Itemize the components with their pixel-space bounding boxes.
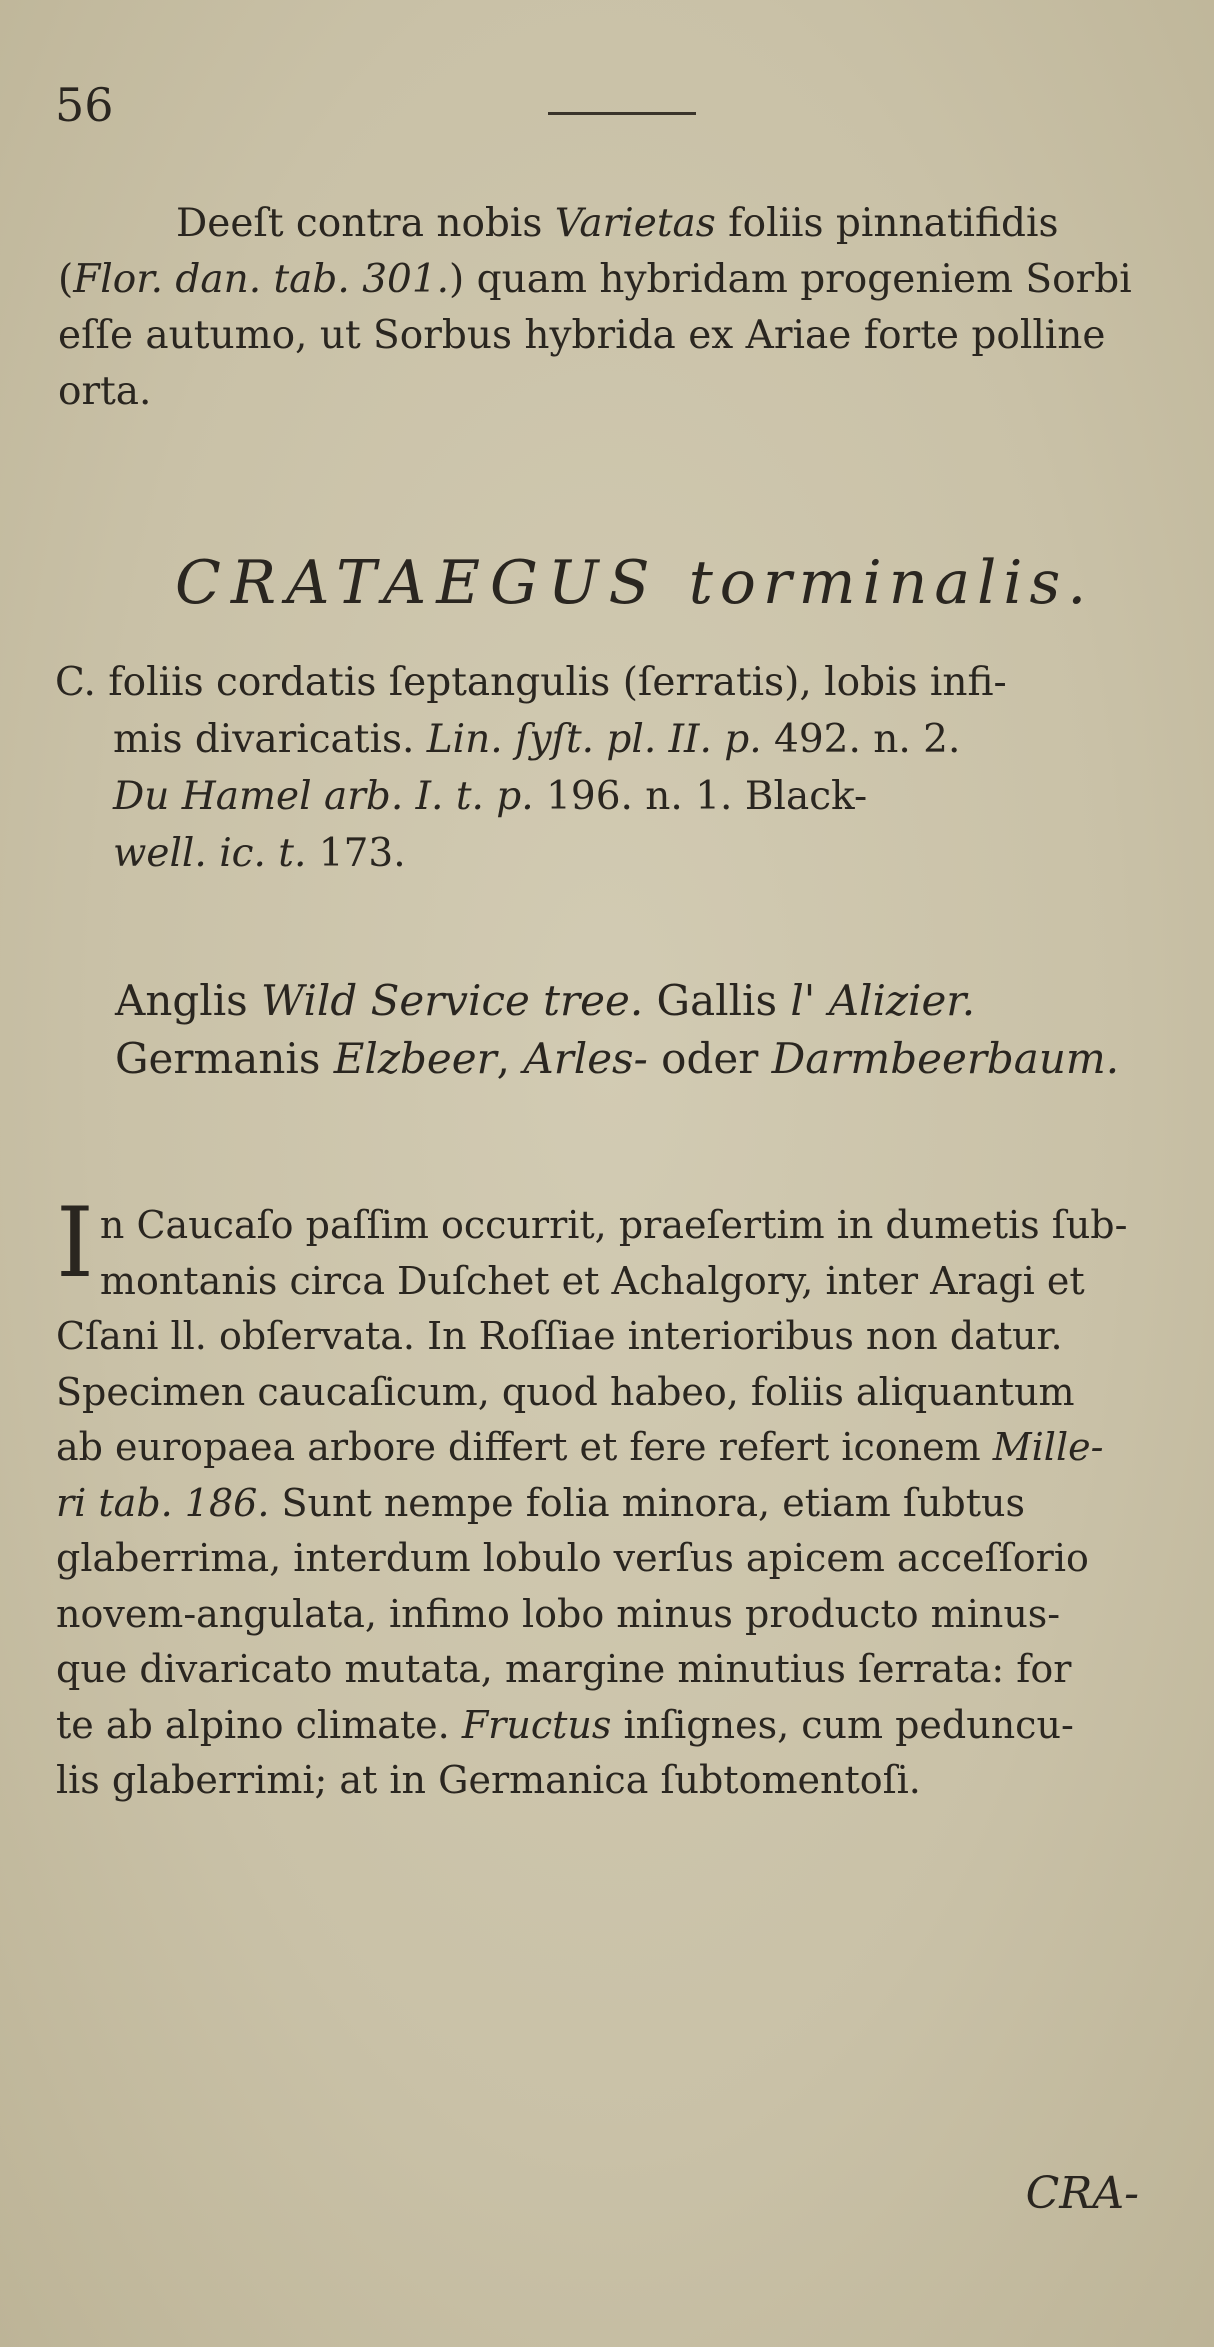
english-name: Wild Service tree. xyxy=(261,976,644,1025)
text-run-italic: well. ic. t. xyxy=(113,831,307,876)
text-run: Gallis xyxy=(643,976,791,1025)
text-run: 196. n. 1. Black- xyxy=(533,774,868,819)
page-number: 56 xyxy=(55,78,114,132)
text-run-italic: Mille- xyxy=(992,1425,1104,1469)
text-run: oder xyxy=(647,1034,772,1083)
text-run-italic: ri tab. 186. xyxy=(56,1480,270,1525)
catchword: CRA- xyxy=(1025,2168,1139,2219)
text-run-italic: Varietas xyxy=(554,201,716,246)
text-run: montanis circa Duſchet et Achalgory, inter Aragi et xyxy=(99,1258,1085,1303)
header-rule xyxy=(548,112,696,115)
german-name: Darmbeerbaum. xyxy=(771,1034,1120,1083)
text-run: mis divaricatis. xyxy=(113,717,427,762)
text-run: 492. n. 2. xyxy=(761,717,961,762)
text-run: ( xyxy=(58,257,74,302)
intro-paragraph xyxy=(58,196,1178,252)
text-run: que divaricato mutata, margine minutius ſerrata: for xyxy=(56,1647,1072,1691)
text-run: orta. xyxy=(58,369,152,414)
text-run: lis glaberrimi; at in Germanica ſubtomentoſi. xyxy=(56,1758,921,1802)
german-name: Elzbeer xyxy=(333,1034,497,1083)
german-name: Arles- xyxy=(523,1034,648,1083)
text-run: Deeſt contra nobis xyxy=(176,201,555,246)
text-run: foliis pinnatifidis xyxy=(715,201,1059,246)
text-run: inſignes, cum peduncu- xyxy=(611,1702,1074,1747)
text-run: Germanis xyxy=(115,1034,334,1083)
french-name: l' Alizier. xyxy=(790,976,976,1025)
species-name: torminalis. xyxy=(688,548,1094,618)
intro-paragraph-cont xyxy=(58,252,1178,420)
vernacular-names xyxy=(115,972,1119,1088)
text-run-italic: Flor. dan. tab. 301. xyxy=(73,257,450,302)
text-run: n Caucaſo paſſim occurrit, praeſertim in dumetis ſub- xyxy=(99,1203,1128,1247)
text-run: 173. xyxy=(306,831,406,876)
text-run: , xyxy=(496,1034,524,1083)
text-run: Anglis xyxy=(115,976,262,1025)
species-title xyxy=(175,548,1093,618)
text-run: ) quam hybridam progeniem Sorbi xyxy=(449,257,1132,302)
text-run-italic: Du Hamel arb. I. t. p. xyxy=(113,774,534,819)
text-run: eſſe autumo, ut Sorbus hybrida ex Ariae forte polline xyxy=(58,313,1106,358)
text-run: Sunt nempe folia minora, etiam ſubtus xyxy=(269,1480,1026,1525)
drop-cap: I xyxy=(56,1187,94,1299)
text-run: te ab alpino climate. xyxy=(56,1702,462,1747)
diagnosis xyxy=(55,654,1175,882)
body-paragraph xyxy=(56,1187,1176,1809)
text-run: glaberrima, interdum lobulo verſus apicem acceſſorio xyxy=(56,1536,1089,1580)
text-run: ab europaea arbore differt et fere refert iconem xyxy=(56,1425,993,1469)
text-run: C. foliis cordatis ſeptangulis (ſerratis), lobis infi- xyxy=(55,660,1007,705)
genus-name: CRATAEGUS xyxy=(175,548,660,618)
text-run: novem-angulata, infimo lobo minus producto minus- xyxy=(56,1591,1061,1636)
text-run: Specimen caucaſicum, quod habeo, foliis aliquantum xyxy=(56,1369,1075,1414)
text-run: Cſani ll. obſervata. In Roſſiae interioribus non datur. xyxy=(56,1314,1063,1358)
text-run-italic: Lin. ſyſt. pl. II. p. xyxy=(426,717,762,762)
text-run-italic: Fructus xyxy=(461,1702,612,1747)
